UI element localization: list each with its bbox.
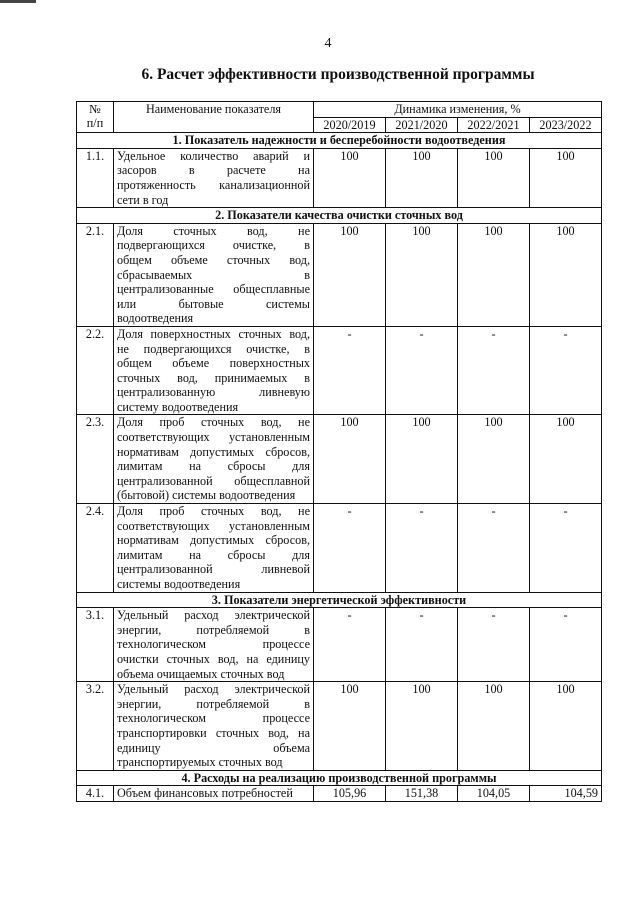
indicator-name-line: централизованные общесплавные <box>117 282 310 297</box>
header-num-line2: п/п <box>86 116 104 130</box>
indicator-name-line: нормативам допустимых сбросов, <box>117 533 310 548</box>
indicator-name-line: централизованную ливневую <box>117 385 310 400</box>
indicator-name-line: объема очищаемых сточных вод <box>117 666 285 681</box>
section-row <box>77 208 602 224</box>
dynamics-value: 100 <box>314 223 386 326</box>
dynamics-value: - <box>458 326 530 415</box>
header-year: 2023/2022 <box>530 117 602 133</box>
dynamics-value: 151,38 <box>386 786 458 802</box>
indicator-name-line: Доля поверхностных сточных вод, <box>117 326 310 341</box>
indicator-name <box>114 415 314 504</box>
table-row <box>77 415 602 504</box>
indicator-name-line: энергии, потребляемой в <box>117 622 310 637</box>
table-row <box>77 223 602 326</box>
indicator-name-line: сбрасываемых в <box>117 267 310 282</box>
indicator-name-line: не подвергающихся очистке, в <box>117 341 310 356</box>
indicator-name-line: протяженность канализационной <box>117 177 310 192</box>
dynamics-value: 100 <box>458 415 530 504</box>
section-row <box>77 133 602 149</box>
indicator-name-line: системы водоотведения <box>117 577 241 591</box>
indicator-name <box>114 148 314 207</box>
dynamics-value: 100 <box>458 223 530 326</box>
dynamics-value: 100 <box>386 148 458 207</box>
dynamics-value: 100 <box>386 682 458 771</box>
dynamics-value: 100 <box>530 415 602 504</box>
section-title: 1. Показатель надежности и бесперебойности водоотведения <box>77 133 602 149</box>
header-year: 2021/2020 <box>386 117 458 133</box>
indicator-name-line: соответствующих установленным <box>117 430 310 445</box>
indicator-name-line: Объем финансовых потребностей <box>117 786 293 801</box>
indicator-name-line: засоров в расчете на <box>117 163 310 178</box>
indicator-name-line: Доля проб сточных вод, не <box>117 415 310 430</box>
dynamics-value: - <box>530 326 602 415</box>
indicator-name-line: сети в год <box>117 192 169 207</box>
header-num <box>77 102 114 133</box>
dynamics-value: 100 <box>530 682 602 771</box>
indicator-name-line: транспортируемых сточных вод <box>117 755 283 770</box>
row-number: 4.1. <box>77 786 114 802</box>
indicator-name-line: энергии, потребляемой в <box>117 696 310 711</box>
dynamics-value: - <box>530 608 602 682</box>
table-header-row-1 <box>77 102 602 118</box>
dynamics-value: - <box>314 326 386 415</box>
indicator-name <box>114 223 314 326</box>
indicator-name-line: (бытовой) системы водоотведения <box>117 488 296 503</box>
section-title: 4. Расходы на реализацию производственной программы <box>77 770 602 786</box>
header-year: 2022/2021 <box>458 117 530 133</box>
indicator-name-line: централизованной ливневой <box>117 562 310 577</box>
scan-corner-mark <box>0 0 36 3</box>
indicator-name-line: или бытовые системы <box>117 296 310 311</box>
dynamics-value: 104,05 <box>458 786 530 802</box>
row-number: 3.2. <box>77 682 114 771</box>
indicator-name-line: технологическом процессе <box>117 711 310 726</box>
row-number: 2.3. <box>77 415 114 504</box>
row-number: 2.4. <box>77 504 114 593</box>
table-row <box>77 786 602 802</box>
dynamics-value: 104,59 <box>530 786 602 802</box>
row-number: 2.2. <box>77 326 114 415</box>
dynamics-value: 100 <box>314 148 386 207</box>
dynamics-value: - <box>314 608 386 682</box>
indicator-name-line: систему водоотведения <box>117 399 239 414</box>
dynamics-value: 100 <box>530 148 602 207</box>
table-row <box>77 326 602 415</box>
section-title: 3. Показатели энергетической эффективности <box>77 592 602 608</box>
dynamics-value: - <box>386 326 458 415</box>
indicator-name <box>114 608 314 682</box>
indicator-name <box>114 504 314 593</box>
row-number: 2.1. <box>77 223 114 326</box>
indicator-name-line: Доля сточных вод, не <box>117 223 310 238</box>
dynamics-value: - <box>458 504 530 593</box>
dynamics-value: 100 <box>386 223 458 326</box>
dynamics-value: 100 <box>530 223 602 326</box>
indicator-name-line: подвергающихся очистке, в <box>117 238 310 253</box>
dynamics-value: 100 <box>314 415 386 504</box>
table-row <box>77 504 602 593</box>
dynamics-value: 100 <box>458 148 530 207</box>
row-number: 3.1. <box>77 608 114 682</box>
indicator-name-line: технологическом процессе <box>117 637 310 652</box>
efficiency-table <box>76 101 602 802</box>
dynamics-value: - <box>314 504 386 593</box>
table-row <box>77 682 602 771</box>
dynamics-value: 100 <box>458 682 530 771</box>
indicator-name-line: общем объеме поверхностных <box>117 356 310 371</box>
indicator-name-line: водоотведения <box>117 311 194 326</box>
section-title: 2. Показатели качества очистки сточных вод <box>77 208 602 224</box>
indicator-name-line: транспортировки сточных вод, на <box>117 725 310 740</box>
indicator-name-line: единицу объема <box>117 740 310 755</box>
indicator-name <box>114 786 314 802</box>
indicator-name-line: лимитам на сбросы для <box>117 547 310 562</box>
indicator-name <box>114 682 314 771</box>
header-dynamics: Динамика изменения, % <box>314 102 602 118</box>
table-row <box>77 148 602 207</box>
indicator-name-line: соответствующих установленным <box>117 518 310 533</box>
indicator-name-line: централизованной общесплавной <box>117 473 310 488</box>
indicator-name-line: Удельный расход электрической <box>117 682 310 697</box>
indicator-name <box>114 326 314 415</box>
indicator-name-line: нормативам допустимых сбросов, <box>117 444 310 459</box>
table-body <box>77 133 602 802</box>
indicator-name-line: очистки сточных вод, на единицу <box>117 651 310 666</box>
indicator-name-line: сточных вод, принимаемых в <box>117 370 310 385</box>
indicator-name-line: общем объеме сточных вод, <box>117 252 310 267</box>
indicator-name-line: Доля проб сточных вод, не <box>117 504 310 519</box>
dynamics-value: - <box>458 608 530 682</box>
dynamics-value: - <box>386 608 458 682</box>
document-title: 6. Расчет эффективности производственной программы <box>141 66 535 83</box>
header-num-line1: № <box>89 102 101 116</box>
page-number: 4 <box>324 36 332 51</box>
section-row <box>77 770 602 786</box>
section-row <box>77 592 602 608</box>
header-year: 2020/2019 <box>314 117 386 133</box>
dynamics-value: 100 <box>386 415 458 504</box>
indicator-name-line: лимитам на сбросы для <box>117 459 310 474</box>
dynamics-value: - <box>530 504 602 593</box>
dynamics-value: 105,96 <box>314 786 386 802</box>
indicator-name-line: Удельное количество аварий и <box>117 148 310 163</box>
dynamics-value: - <box>386 504 458 593</box>
table-row <box>77 608 602 682</box>
indicator-name-line: Удельный расход электрической <box>117 608 310 623</box>
row-number: 1.1. <box>77 148 114 207</box>
header-indicator-name: Наименование показателя <box>114 102 314 133</box>
dynamics-value: 100 <box>314 682 386 771</box>
